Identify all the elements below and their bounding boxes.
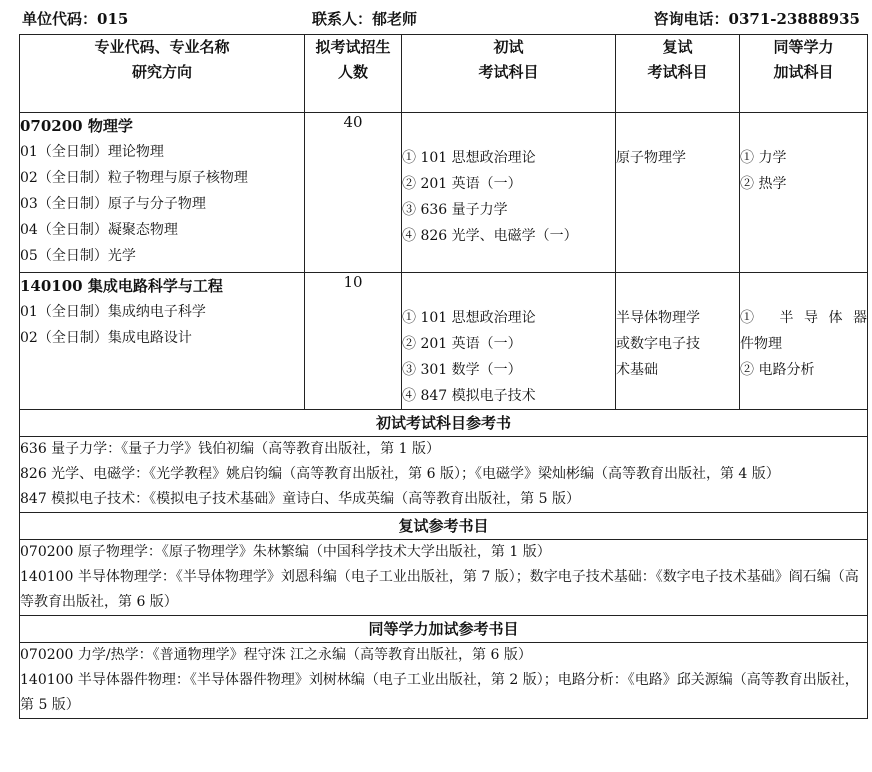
exam-item: ④ 847 模拟电子技术 (402, 388, 536, 404)
reference-line: 826 光学、电磁学：《光学教程》姚启钧编（高等教育出版社，第 6 版）；《电磁学》梁灿彬编（高等教育出版社，第 4 版） (20, 466, 780, 482)
reference-line: 070200 力学/热学：《普通物理学》程守洙 江之永编（高等教育出版社，第 6 版） (20, 647, 532, 663)
major-cell (20, 113, 305, 273)
extra-item: ② 电路分析 (740, 362, 815, 378)
retest-item: 半导体物理学 (616, 310, 700, 326)
retest-cell (616, 113, 740, 273)
section-body-extra (20, 643, 868, 719)
reference-line: 140100 半导体器件物理：《半导体器件物理》刘树林编（电子工业出版社，第 2 版）；电路分析：《电路》邱关源编（高等教育出版社，第 5 版） (20, 672, 859, 713)
direction-item: 02（全日制）集成电路设计 (20, 330, 192, 346)
header-major-line2: 研究方向 (131, 63, 192, 81)
table-row (20, 273, 868, 410)
exam-item: ② 201 英语（一） (402, 336, 522, 352)
extra-item: ① 半导体器 (740, 310, 867, 326)
section-body-row (20, 643, 868, 719)
contact-person: 联系人：郁老师 (312, 10, 418, 28)
section-title-extra: 同等学力加试参考书目 (20, 616, 868, 643)
table-row (20, 113, 868, 273)
direction-item: 02（全日制）粒子物理与原子核物理 (20, 170, 248, 186)
header-major-line1: 专业代码、专业名称 (94, 38, 230, 56)
exam-cell (402, 273, 616, 410)
section-body-row (20, 540, 868, 616)
extra-item: 件物理 (740, 336, 782, 352)
reference-line: 847 模拟电子技术：《模拟电子技术基础》童诗白、华成英编（高等教育出版社，第 5 版） (20, 491, 580, 507)
section-header-row (20, 513, 868, 540)
direction-item: 04（全日制）凝聚态物理 (20, 222, 178, 238)
header-extra (740, 35, 868, 113)
retest-item: 术基础 (616, 362, 658, 378)
extra-item: ① 力学 (740, 150, 787, 166)
extra-cell (740, 273, 868, 410)
major-cell (20, 273, 305, 410)
major-title: 070200 物理学 (20, 117, 133, 135)
section-body-retest (20, 540, 868, 616)
exam-item: ③ 301 数学（一） (402, 362, 522, 378)
section-header-row (20, 616, 868, 643)
quota-cell: 40 (305, 113, 402, 273)
section-body-initial (20, 437, 868, 513)
reference-line: 636 量子力学：《量子力学》钱伯初编（高等教育出版社，第 1 版） (20, 441, 440, 457)
exam-cell (402, 113, 616, 273)
direction-item: 01（全日制）理论物理 (20, 144, 164, 160)
header-quota-line2: 人数 (337, 63, 368, 81)
header-quota (305, 35, 402, 113)
admissions-table (19, 34, 868, 719)
section-body-row (20, 437, 868, 513)
retest-item: 或数字电子技 (616, 336, 700, 352)
section-header-row (20, 410, 868, 437)
extra-item: ② 热学 (740, 176, 787, 192)
header-retest-line1: 复试 (662, 38, 693, 56)
direction-item: 01（全日制）集成纳电子科学 (20, 304, 206, 320)
retest-item: 原子物理学 (616, 150, 686, 166)
consult-phone: 咨询电话：0371-23888935 (653, 10, 860, 28)
exam-item: ① 101 思想政治理论 (402, 150, 536, 166)
header-exam (402, 35, 616, 113)
exam-item: ① 101 思想政治理论 (402, 310, 536, 326)
header-extra-line2: 加试科目 (773, 63, 834, 81)
direction-item: 03（全日制）原子与分子物理 (20, 196, 206, 212)
exam-item: ③ 636 量子力学 (402, 202, 508, 218)
header-exam-line1: 初试 (493, 38, 524, 56)
exam-item: ② 201 英语（一） (402, 176, 522, 192)
table-header-row (20, 35, 868, 113)
header-major (20, 35, 305, 113)
page-header (0, 0, 872, 34)
retest-cell (616, 273, 740, 410)
header-retest-line2: 考试科目 (647, 63, 708, 81)
header-extra-line1: 同等学力 (773, 38, 834, 56)
reference-line: 140100 半导体物理学：《半导体物理学》刘恩科编（电子工业出版社，第 7 版）；数字电子技术基础：《数字电子技术基础》阎石编（高等教育出版社，第 6 版） (20, 569, 859, 610)
section-title-initial: 初试考试科目参考书 (20, 410, 868, 437)
extra-cell (740, 113, 868, 273)
header-exam-line2: 考试科目 (478, 63, 539, 81)
major-title: 140100 集成电路科学与工程 (20, 277, 223, 295)
header-retest (616, 35, 740, 113)
quota-cell: 10 (305, 273, 402, 410)
header-quota-line1: 拟考试招生 (315, 38, 391, 56)
exam-item: ④ 826 光学、电磁学（一） (402, 228, 578, 244)
direction-item: 05（全日制）光学 (20, 248, 136, 264)
reference-line: 070200 原子物理学：《原子物理学》朱林繁编（中国科学技术大学出版社，第 1 版） (20, 544, 551, 560)
unit-code: 单位代码：015 (22, 10, 129, 28)
section-title-retest: 复试参考书目 (20, 513, 868, 540)
